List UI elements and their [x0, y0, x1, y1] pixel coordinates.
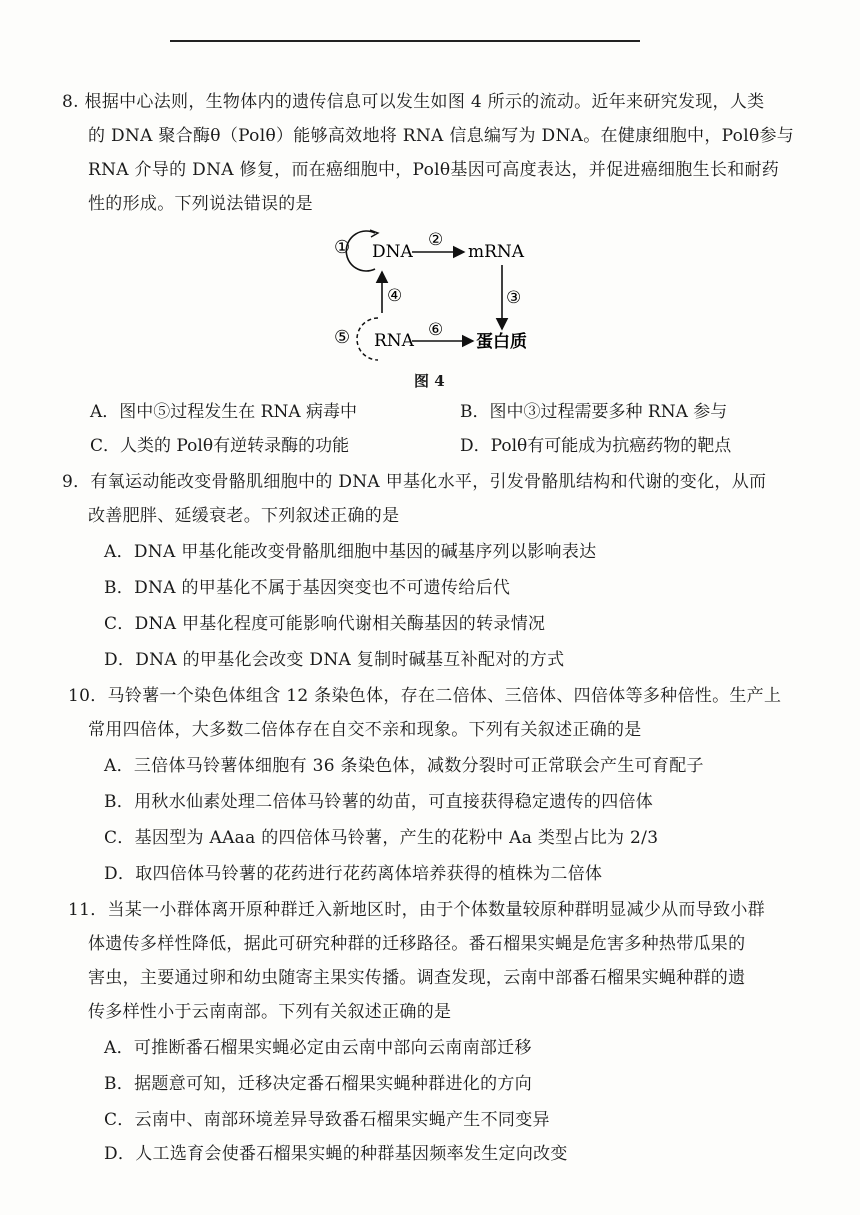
q8-option-a[interactable]: A．图中⑤过程发生在 RNA 病毒中 — [90, 402, 358, 422]
central-dogma-diagram — [330, 225, 550, 370]
q11-stem-line-2: 体遗传多样性降低，据此可研究种群的迁移路径。番石榴果实蝇是危害多种热带瓜果的 — [88, 934, 746, 954]
q9-stem-line-2: 改善肥胖、延缓衰老。下列叙述正确的是 — [88, 506, 400, 526]
q10-stem-line-1: 10．马铃薯一个染色体组含 12 条染色体，存在二倍体、三倍体、四倍体等多种倍性。生产上 — [68, 686, 782, 706]
dna-node: DNA — [372, 242, 413, 262]
q8-stem-line-1: 8. 根据中心法则，生物体内的遗传信息可以发生如图 4 所示的流动。近年来研究发现，人类 — [62, 92, 765, 112]
step-4-label: ④ — [387, 286, 403, 306]
mrna-node: mRNA — [468, 242, 525, 262]
q9-option-a[interactable]: A．DNA 甲基化能改变骨骼肌细胞中基因的碱基序列以影响表达 — [104, 542, 597, 562]
step-2-label: ② — [428, 230, 444, 250]
q9-stem-line-1: 9．有氧运动能改变骨骼肌细胞中的 DNA 甲基化水平，引发骨骼肌结构和代谢的变化，从而 — [62, 472, 767, 492]
q11-option-b[interactable]: B．据题意可知，迁移决定番石榴果实蝇种群进化的方向 — [104, 1074, 532, 1094]
rna-node: RNA — [374, 331, 414, 351]
protein-node: 蛋白质 — [476, 332, 527, 352]
step-3-label: ③ — [506, 288, 522, 308]
q9-option-c[interactable]: C．DNA 甲基化程度可能影响代谢相关酶基因的转录情况 — [104, 614, 546, 634]
q8-stem-line-4: 性的形成。下列说法错误的是 — [88, 194, 313, 214]
q11-option-d[interactable]: D．人工选育会使番石榴果实蝇的种群基因频率发生定向改变 — [104, 1144, 568, 1164]
q8-option-d[interactable]: D．Polθ有可能成为抗癌药物的靶点 — [460, 436, 732, 456]
q11-option-c[interactable]: C．云南中、南部环境差异导致番石榴果实蝇产生不同变异 — [104, 1110, 550, 1130]
q8-stem-line-3: RNA 介导的 DNA 修复，而在癌细胞中，Polθ基因可高度表达，并促进癌细胞生长和耐药 — [88, 160, 780, 180]
q9-option-d[interactable]: D．DNA 的甲基化会改变 DNA 复制时碱基互补配对的方式 — [104, 650, 565, 670]
q10-option-a[interactable]: A．三倍体马铃薯体细胞有 36 条染色体，减数分裂时可正常联会产生可育配子 — [104, 756, 704, 776]
q11-option-a[interactable]: A．可推断番石榴果实蝇必定由云南中部向云南南部迁移 — [104, 1038, 532, 1058]
step-1-label: ① — [334, 237, 351, 258]
q10-option-b[interactable]: B．用秋水仙素处理二倍体马铃薯的幼苗，可直接获得稳定遗传的四倍体 — [104, 792, 654, 812]
q9-option-b[interactable]: B．DNA 的甲基化不属于基因突变也不可遗传给后代 — [104, 578, 511, 598]
step-6-label: ⑥ — [428, 320, 444, 340]
q10-option-d[interactable]: D．取四倍体马铃薯的花药进行花药离体培养获得的植株为二倍体 — [104, 864, 603, 884]
q8-option-b[interactable]: B．图中③过程需要多种 RNA 参与 — [460, 402, 728, 422]
step-5-label: ⑤ — [334, 327, 351, 348]
q11-stem-line-3: 害虫，主要通过卵和幼虫随寄主果实传播。调查发现，云南中部番石榴果实蝇种群的遗 — [88, 968, 746, 988]
q8-stem-line-2: 的 DNA 聚合酶θ（Polθ）能够高效地将 RNA 信息编写为 DNA。在健康细胞中，Polθ参与 — [88, 126, 795, 146]
top-rule — [170, 40, 640, 42]
figure-caption: 图 4 — [414, 372, 445, 390]
q11-stem-line-1: 11．当某一小群体离开原种群迁入新地区时，由于个体数量较原种群明显减少从而导致小群 — [68, 900, 765, 920]
q10-stem-line-2: 常用四倍体，大多数二倍体存在自交不亲和现象。下列有关叙述正确的是 — [88, 720, 642, 740]
q8-option-c[interactable]: C．人类的 Polθ有逆转录酶的功能 — [90, 436, 350, 456]
q10-option-c[interactable]: C．基因型为 AAaa 的四倍体马铃薯，产生的花粉中 Aa 类型占比为 2/3 — [104, 828, 659, 848]
replication-arc — [346, 231, 375, 271]
q11-stem-line-4: 传多样性小于云南南部。下列有关叙述正确的是 — [88, 1002, 452, 1022]
